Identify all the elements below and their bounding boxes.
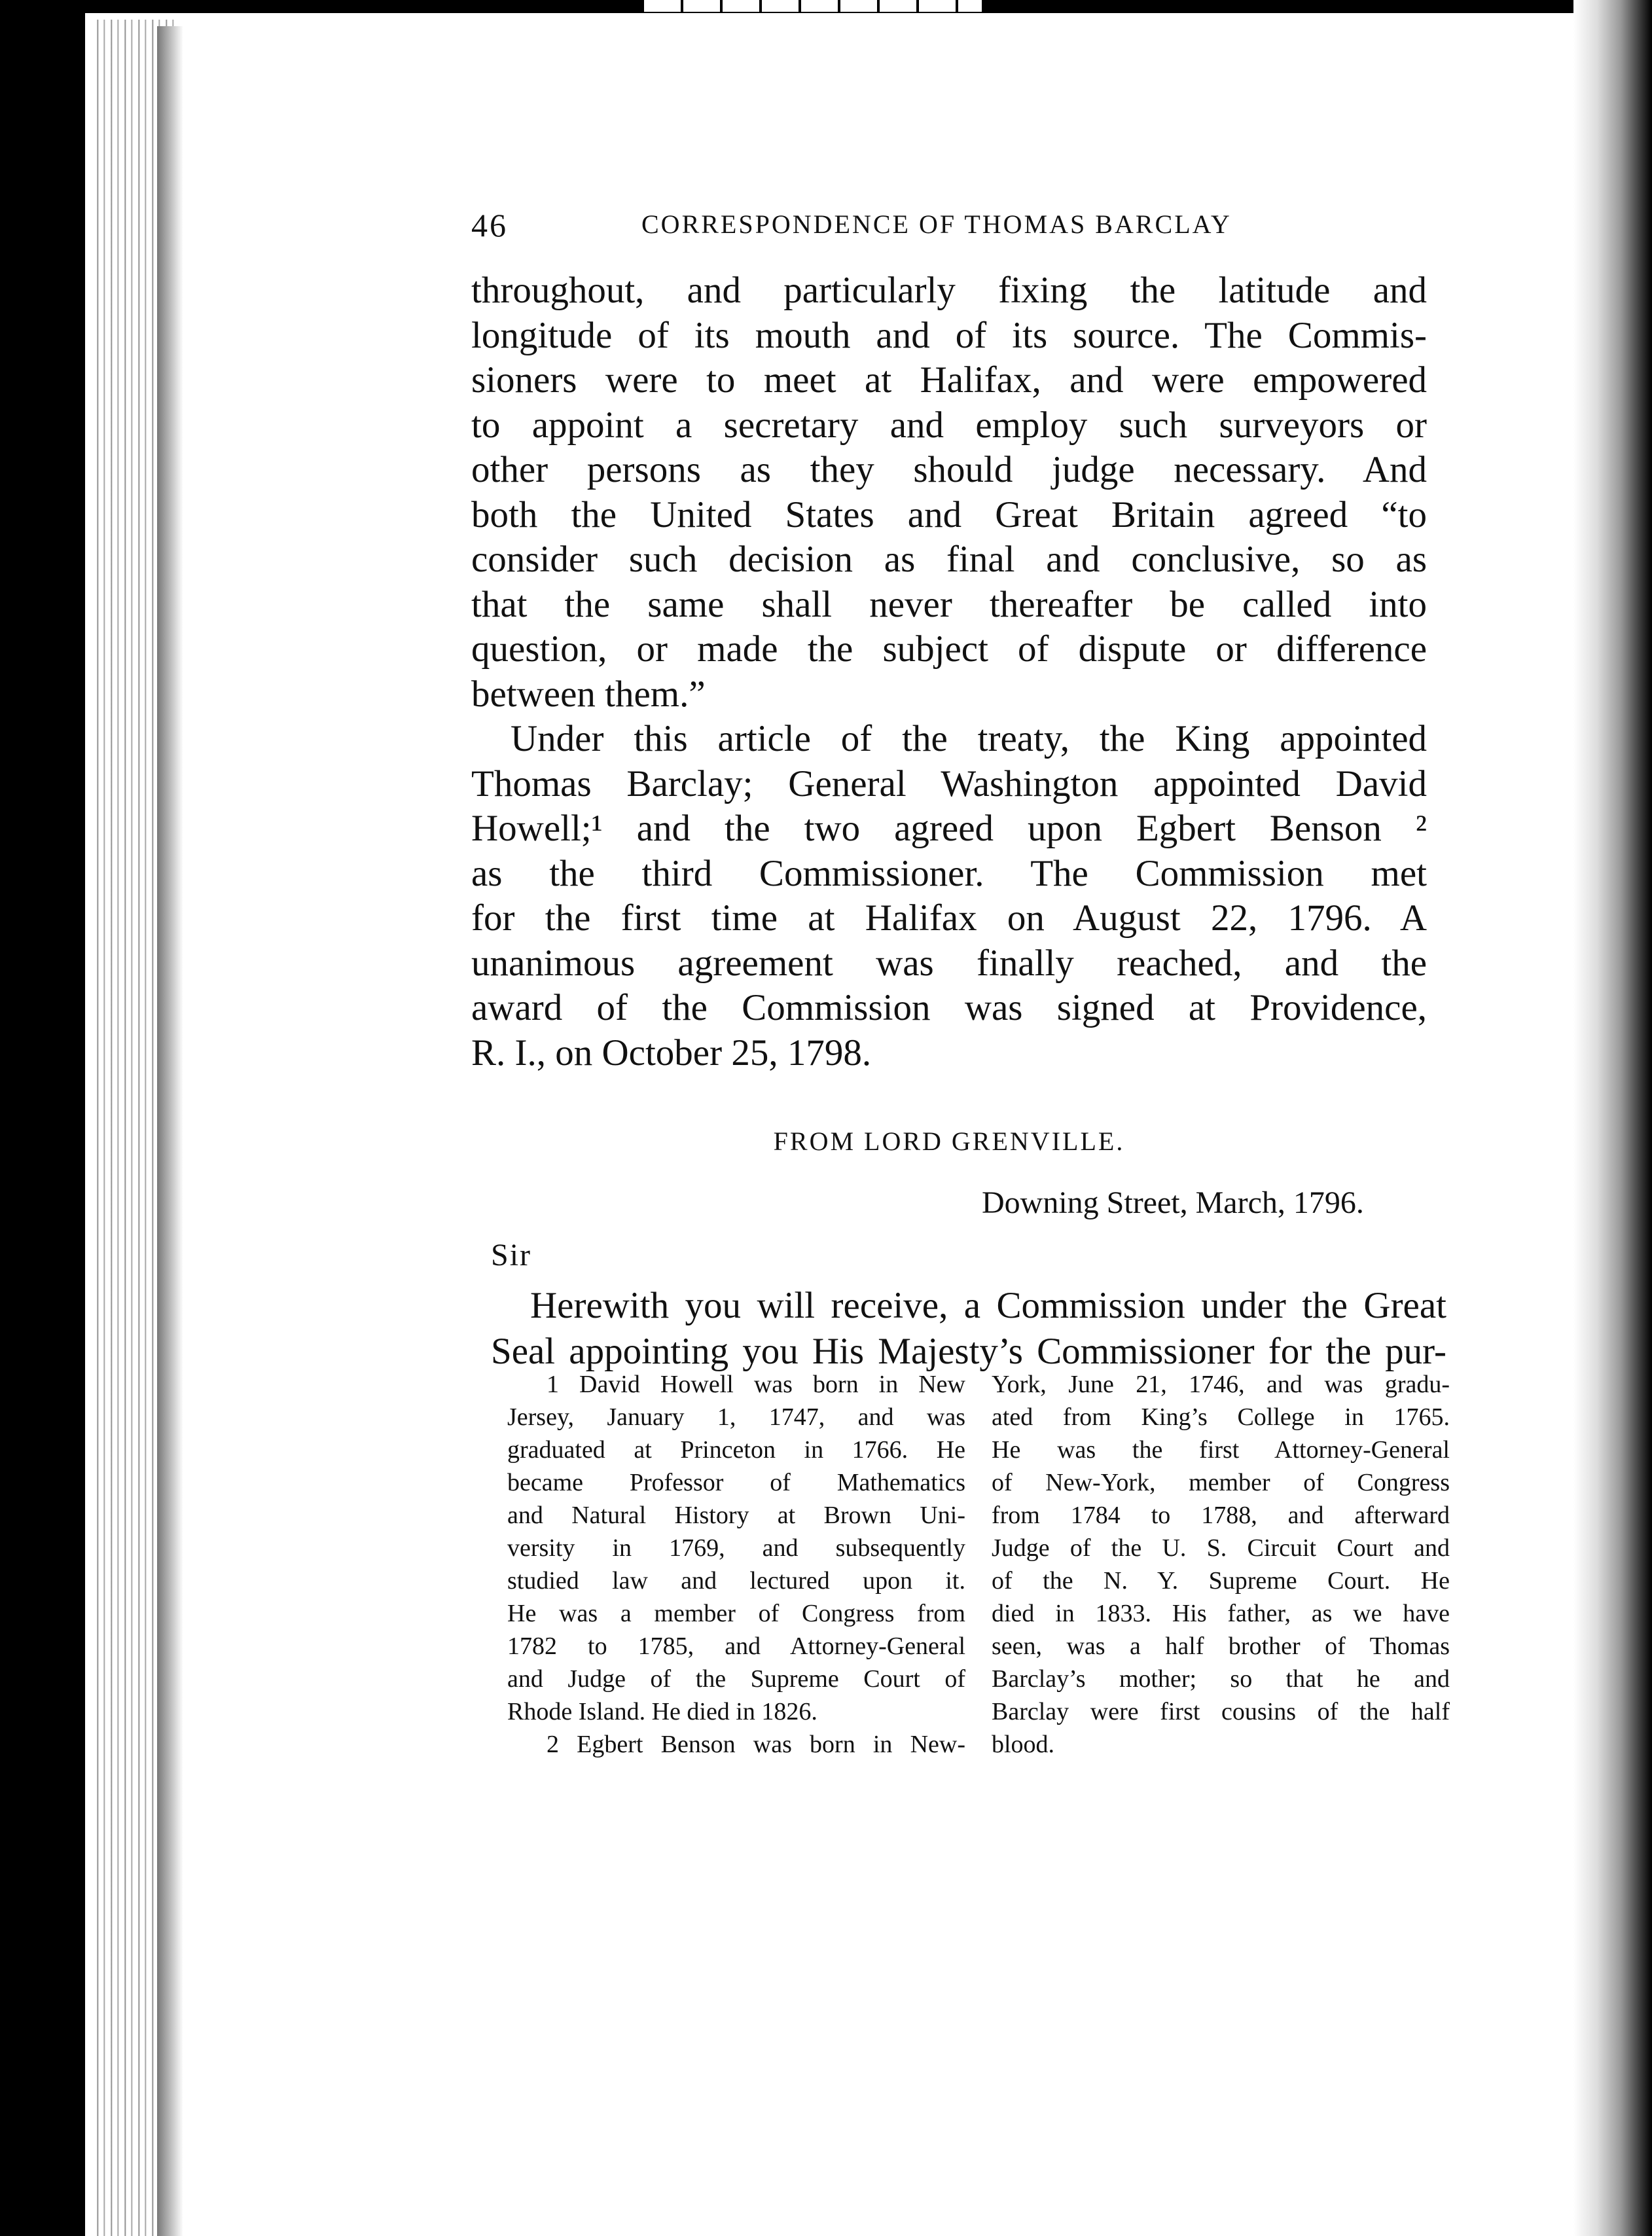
footnote-line: Barclay’s mother; so that he and (992, 1665, 1450, 1693)
footnote-line: 1782 to 1785, and Attorney-General (507, 1632, 965, 1660)
letter-dateline: Downing Street, March, 1796. (982, 1185, 1364, 1220)
scanner-top-marks (641, 0, 982, 12)
letter-salutation: Sir (491, 1238, 532, 1272)
body-line: to appoint a secretary and employ such surveyors or (471, 404, 1427, 446)
footnote-line: Rhode Island. He died in 1826. (507, 1698, 817, 1725)
page-content (471, 183, 1466, 2147)
body-line: Howell;¹ and the two agreed upon Egbert Benson ² (471, 808, 1427, 849)
footnote-line: of the N. Y. Supreme Court. He (992, 1567, 1450, 1595)
body-line: that the same shall never thereafter be called into (471, 583, 1427, 625)
footnote-line: 1 David Howell was born in New (547, 1371, 965, 1398)
footnote-line: seen, was a half brother of Thomas (992, 1632, 1450, 1660)
body-line: R. I., on October 25, 1798. (471, 1032, 872, 1073)
body-line: question, or made the subject of dispute or difference (471, 628, 1427, 670)
body-line: for the first time at Halifax on August 22, 1796. A (471, 897, 1427, 939)
body-line: between them.” (471, 673, 706, 715)
body-line: throughout, and particularly fixing the latitude and (471, 270, 1427, 311)
body-line: both the United States and Great Britain agreed “to (471, 494, 1427, 535)
body-line: as the third Commissioner. The Commission met (471, 852, 1427, 894)
letter-heading: FROM LORD GRENVILLE. (773, 1127, 1125, 1156)
footnote-line: He was a member of Congress from (507, 1600, 965, 1627)
gutter-shadow (157, 26, 183, 2236)
footnote-line: blood. (992, 1731, 1055, 1758)
footnote-line: and Judge of the Supreme Court of (507, 1665, 965, 1693)
footnote-line: became Professor of Mathematics (507, 1469, 965, 1496)
footnote-column-left (507, 1368, 965, 1761)
letter-body (491, 1283, 1446, 1375)
body-line: sioners were to meet at Halifax, and were empowered (471, 359, 1427, 401)
page-number: 46 (471, 207, 508, 243)
footnote-line: versity in 1769, and subsequently (507, 1534, 965, 1562)
footnote-line: York, June 21, 1746, and was gradu- (992, 1371, 1450, 1398)
footnote-line: and Natural History at Brown Uni- (507, 1502, 965, 1529)
footnote-line: died in 1833. His father, as we have (992, 1600, 1450, 1627)
body-line: consider such decision as final and conclusive, so as (471, 539, 1427, 580)
running-title: CORRESPONDENCE OF THOMAS BARCLAY (641, 209, 1232, 239)
right-edge-shadow (1573, 0, 1652, 2236)
footnote-line: He was the first Attorney-General (992, 1436, 1450, 1464)
footnote-line: Judge of the U. S. Circuit Court and (992, 1534, 1450, 1562)
running-head (471, 206, 1427, 245)
body-text (471, 268, 1427, 1075)
footnote-line: Jersey, January 1, 1747, and was (507, 1403, 965, 1431)
footnote-line: studied law and lectured upon it. (507, 1567, 965, 1595)
body-line: other persons as they should judge necessary. And (471, 449, 1427, 490)
letter-line: Herewith you will receive, a Commission under the Great (530, 1285, 1446, 1326)
footnote-line: of New-York, member of Congress (992, 1469, 1450, 1496)
letter-line: Seal appointing you His Majesty’s Commissioner for the pur- (491, 1331, 1446, 1372)
footnote-column-right (992, 1368, 1450, 1761)
body-line: unanimous agreement was finally reached, and the (471, 942, 1427, 984)
body-line: award of the Commission was signed at Providence, (471, 987, 1427, 1028)
footnote-line: from 1784 to 1788, and afterward (992, 1502, 1450, 1529)
footnote-line: ated from King’s College in 1765. (992, 1403, 1450, 1431)
footnote-line: Barclay were first cousins of the half (992, 1698, 1450, 1725)
body-line: Under this article of the treaty, the King appointed (511, 718, 1427, 759)
footnote-line: graduated at Princeton in 1766. He (507, 1436, 965, 1464)
body-line: longitude of its mouth and of its source. The Commis- (471, 314, 1427, 356)
body-line: Thomas Barclay; General Washington appointed David (471, 763, 1427, 804)
footnote-line: 2 Egbert Benson was born in New- (547, 1731, 965, 1758)
